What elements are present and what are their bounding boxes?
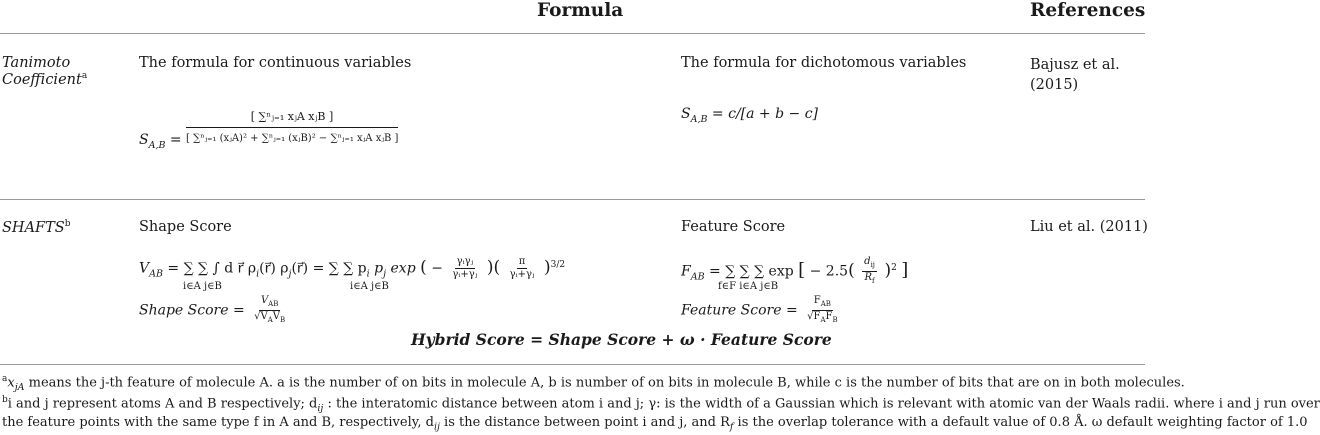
shafts-vab-sum-subscripts-1: i∈A j∈B bbox=[183, 281, 222, 292]
shafts-feature-label: Feature Score bbox=[681, 219, 786, 235]
shafts-vab-sum-subscripts-2: i∈A j∈B bbox=[350, 281, 389, 292]
shafts-name: SHAFTS$^b$ bbox=[2, 219, 71, 236]
footnote-b-line1: $^b$i and j represent atoms A and B respectively; $d_{ij}$ : the interatomic distance between atom i and j; γ: is the width of a Gaussian which is relevant with atomic van der Waals radii. where i and j run over bbox=[2, 395, 1320, 414]
tanimoto-continuous-lhs: $S_{A,B}$ = bbox=[139, 132, 182, 151]
tanimoto-name: Tanimoto Coefficient$^a$ bbox=[2, 55, 88, 88]
tanimoto-numerator: [ ∑ⁿⱼ₌₁ xⱼA xⱼB ] bbox=[186, 110, 398, 128]
tanimoto-continuous-label: The formula for continuous variables bbox=[139, 55, 412, 71]
shafts-vab-formula: $V_{AB}$ = ∑ ∑ ∫ d r⃗ $\rho_i(r⃗)$ $\rho_j(r⃗)$ = ∑ ∑ $p_i$ $p_j$ exp ( − $\frac{\text{γᵢγⱼ}}{\text{γᵢ+γⱼ}}$ )( $\frac{\pi}{\text{γᵢ+γⱼ}}$ )$^{3/2}$ bbox=[139, 256, 566, 280]
shafts-shape-label: Shape Score bbox=[139, 219, 232, 235]
footnote-b-line2: the feature points with the same type f in A and B, respectively, $d_{ij}$ is the distance between point i and j, and $R_f$ is the overlap tolerance with a default value of 0.8 Å. ω default weighting factor of 1.0 bbox=[2, 415, 1308, 433]
column-header-formula: Formula bbox=[537, 0, 624, 21]
shafts-feature-score-formula: Feature Score = $\frac{F_{AB}}{√F_AF_B}$ bbox=[681, 295, 838, 324]
tanimoto-denominator: [ ∑ⁿⱼ₌₁ (xⱼA)² + ∑ⁿⱼ₌₁ (xⱼB)² − ∑ⁿⱼ₌₁ xⱼA xⱼB ] bbox=[186, 133, 399, 144]
header-rule bbox=[0, 33, 1145, 34]
shafts-shape-score-formula: Shape Score = $\frac{V_{AB}}{√V_AV_B}$ bbox=[139, 295, 286, 324]
column-header-references: References bbox=[1030, 0, 1146, 21]
row-divider bbox=[0, 199, 1145, 200]
footnote-a: $^ax_{jA}$ means the j-th feature of molecule A. a is the number of on bits in molecule A, b is number of on bits in molecule B, while c is the number of bits that are on in both molecules. bbox=[2, 374, 1185, 393]
shafts-fab-sum-subscripts: f∈F i∈A j∈B bbox=[718, 281, 779, 292]
tanimoto-reference: Bajusz et al. (2015) bbox=[1030, 57, 1120, 93]
tanimoto-dichotomous-formula: $S_{A,B} = c/[a + b - c]$ bbox=[681, 106, 818, 125]
tanimoto-dichotomous-label: The formula for dichotomous variables bbox=[681, 55, 967, 71]
footer-rule bbox=[0, 364, 1145, 365]
shafts-fab-formula: $F_{AB}$ = ∑ ∑ ∑ exp [ − 2.5( $\frac{d_{ij}}{R_f}$ )$^2$ ] bbox=[681, 256, 909, 285]
tanimoto-continuous-fraction bbox=[186, 110, 398, 144]
shafts-reference: Liu et al. (2011) bbox=[1030, 219, 1148, 235]
shafts-hybrid-score: Hybrid Score = Shape Score + ω · Feature Score bbox=[411, 330, 832, 349]
